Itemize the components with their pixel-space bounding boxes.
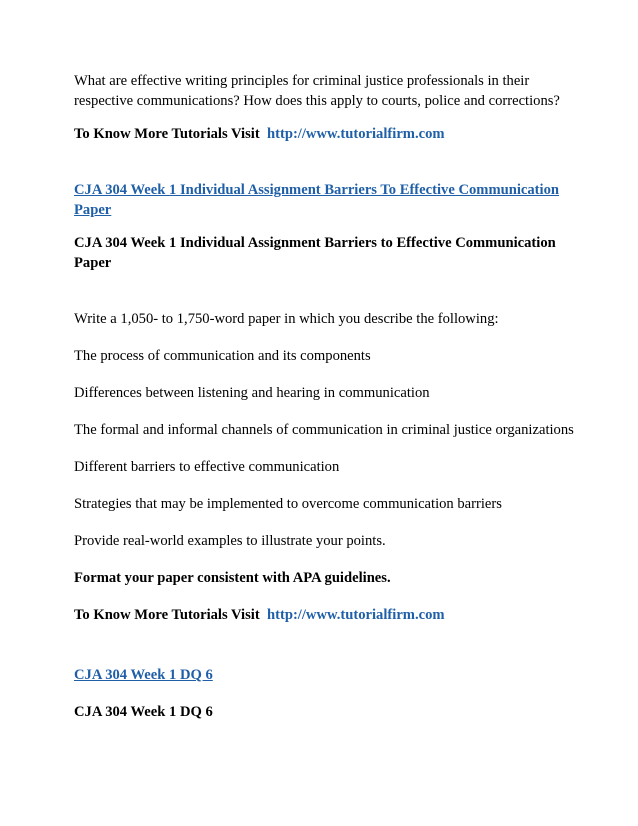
document-page <box>74 71 574 722</box>
promo-label: To Know More Tutorials Visit <box>74 126 260 142</box>
section1-heading: CJA 304 Week 1 Individual Assignment Barriers to Effective Communication Paper <box>74 235 556 271</box>
spacer <box>74 273 574 309</box>
section2-heading: CJA 304 Week 1 DQ 6 <box>74 704 213 720</box>
section2-link-title[interactable]: CJA 304 Week 1 DQ 6 <box>74 667 213 683</box>
spacer <box>74 403 574 420</box>
list-item: The formal and informal channels of communication in criminal justice organizations <box>74 422 574 438</box>
list-item: Differences between listening and hearing in communication <box>74 385 430 401</box>
spacer <box>74 685 574 702</box>
spacer <box>74 220 574 233</box>
spacer <box>74 440 574 457</box>
promo-link[interactable]: http://www.tutorialfirm.com <box>267 126 445 142</box>
spacer <box>74 625 574 665</box>
list-item: The process of communication and its components <box>74 348 371 364</box>
promo-label: To Know More Tutorials Visit <box>74 607 260 623</box>
section1-instruction: Write a 1,050- to 1,750-word paper in which you describe the following: <box>74 311 499 327</box>
spacer <box>74 329 574 346</box>
intro-question: What are effective writing principles for criminal justice professionals in their respective communications? How does this apply to courts, police and corrections? <box>74 73 560 109</box>
spacer <box>74 588 574 605</box>
section1-link-title[interactable]: CJA 304 Week 1 Individual Assignment Barriers To Effective Communication Paper <box>74 182 559 218</box>
spacer <box>74 111 574 124</box>
promo-line-2 <box>74 605 574 625</box>
spacer <box>74 477 574 494</box>
spacer <box>74 144 574 180</box>
spacer <box>74 551 574 568</box>
format-note: Format your paper consistent with APA guidelines. <box>74 570 391 586</box>
spacer <box>74 366 574 383</box>
promo-link[interactable]: http://www.tutorialfirm.com <box>267 607 445 623</box>
list-item: Provide real-world examples to illustrate your points. <box>74 533 386 549</box>
list-item: Different barriers to effective communication <box>74 459 340 475</box>
promo-line-1 <box>74 124 574 144</box>
spacer <box>74 514 574 531</box>
list-item: Strategies that may be implemented to overcome communication barriers <box>74 496 502 512</box>
